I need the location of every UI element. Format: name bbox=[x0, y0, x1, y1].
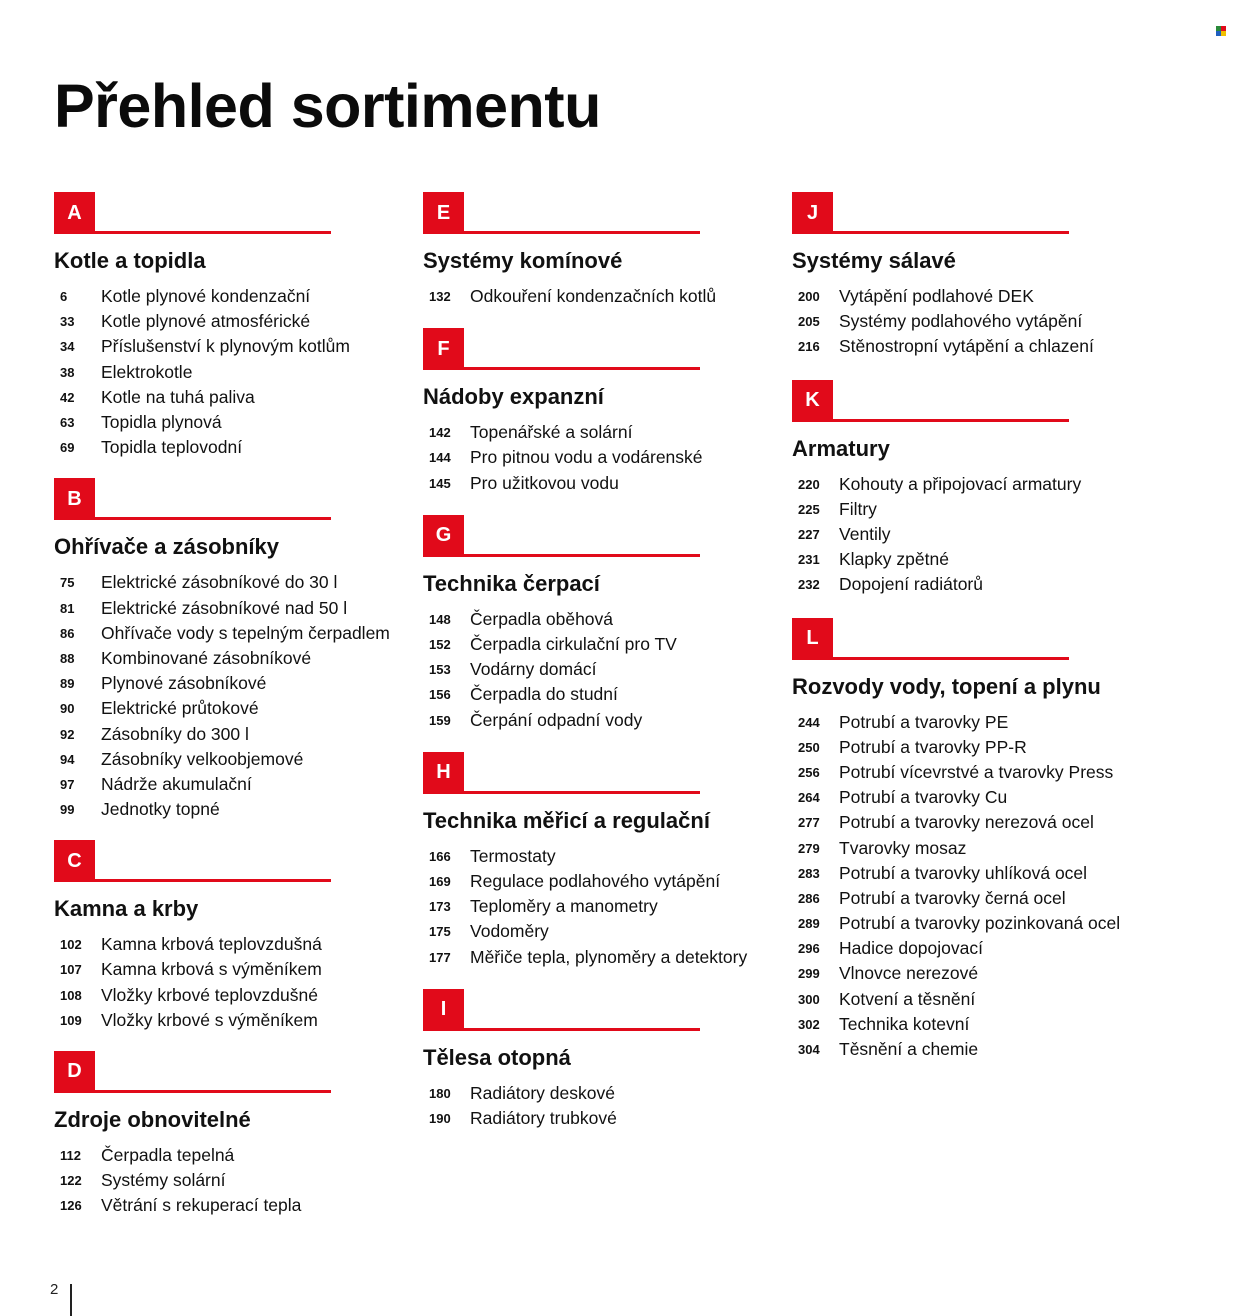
item-page-number: 144 bbox=[429, 450, 451, 466]
section-l bbox=[792, 618, 1157, 1063]
section-header bbox=[423, 752, 700, 794]
page-title: Přehled sortimentu bbox=[54, 72, 601, 140]
section-c bbox=[54, 840, 419, 1033]
list-item bbox=[792, 710, 1157, 735]
section-item-list bbox=[423, 284, 788, 309]
item-label: Pro pitnou vodu a vodárenské bbox=[470, 447, 703, 468]
section-title: Zdroje obnovitelné bbox=[54, 1106, 251, 1132]
list-item bbox=[423, 471, 788, 496]
section-title: Kamna a krby bbox=[54, 896, 199, 922]
item-label: Odkouření kondenzačních kotlů bbox=[470, 286, 717, 307]
item-label: Regulace podlahového vytápění bbox=[470, 870, 721, 891]
item-page-number: 279 bbox=[798, 840, 820, 856]
item-page-number: 109 bbox=[60, 1012, 82, 1028]
item-page-number: 169 bbox=[429, 873, 451, 889]
item-label: Kamna krbová teplovzdušná bbox=[101, 934, 322, 955]
item-label: Kotle plynové atmosférické bbox=[101, 311, 311, 332]
item-label: Vodárny domácí bbox=[470, 659, 597, 680]
list-item bbox=[792, 284, 1157, 309]
item-page-number: 286 bbox=[798, 890, 820, 906]
item-label: Teploměry a manometry bbox=[470, 896, 658, 917]
section-rule bbox=[464, 231, 700, 234]
item-page-number: 283 bbox=[798, 865, 820, 881]
item-page-number: 175 bbox=[429, 924, 451, 940]
list-item bbox=[54, 360, 419, 385]
item-page-number: 180 bbox=[429, 1085, 451, 1101]
item-label: Kombinované zásobníkové bbox=[101, 647, 312, 668]
item-label: Potrubí a tvarovky Cu bbox=[839, 787, 1008, 808]
item-page-number: 296 bbox=[798, 941, 820, 957]
item-label: Potrubí a tvarovky uhlíková ocel bbox=[839, 862, 1088, 883]
section-k bbox=[792, 380, 1157, 598]
section-letter-badge: K bbox=[792, 380, 833, 422]
item-label: Vložky krbové s výměníkem bbox=[101, 1009, 318, 1030]
item-page-number: 90 bbox=[60, 701, 75, 717]
section-rule bbox=[464, 367, 700, 370]
list-item bbox=[792, 1037, 1157, 1062]
item-page-number: 264 bbox=[798, 790, 820, 806]
list-item bbox=[423, 708, 788, 733]
item-label: Filtry bbox=[839, 498, 877, 519]
item-label: Potrubí a tvarovky černá ocel bbox=[839, 887, 1066, 908]
item-label: Ohřívače vody s tepelným čerpadlem bbox=[101, 622, 390, 643]
item-page-number: 97 bbox=[60, 776, 75, 792]
list-item bbox=[54, 1143, 419, 1168]
item-label: Zásobníky do 300 l bbox=[101, 723, 249, 744]
item-label: Kotle na tuhá paliva bbox=[101, 386, 255, 407]
section-title: Tělesa otopná bbox=[423, 1044, 571, 1070]
list-item bbox=[54, 797, 419, 822]
item-label: Čerpadla cirkulační pro TV bbox=[470, 634, 677, 655]
section-j bbox=[792, 192, 1157, 360]
item-page-number: 299 bbox=[798, 966, 820, 982]
item-page-number: 173 bbox=[429, 899, 451, 915]
list-item bbox=[423, 682, 788, 707]
section-rule bbox=[95, 879, 331, 882]
item-page-number: 153 bbox=[429, 662, 451, 678]
item-label: Vytápění podlahové DEK bbox=[839, 286, 1034, 307]
list-item bbox=[792, 861, 1157, 886]
section-header bbox=[792, 192, 1069, 234]
section-letter-badge: J bbox=[792, 192, 833, 234]
list-item bbox=[54, 1008, 419, 1033]
section-title: Technika čerpací bbox=[423, 570, 600, 596]
item-page-number: 166 bbox=[429, 848, 451, 864]
section-i bbox=[423, 989, 788, 1131]
item-page-number: 107 bbox=[60, 962, 82, 978]
item-page-number: 88 bbox=[60, 650, 75, 666]
item-page-number: 102 bbox=[60, 937, 82, 953]
item-label: Příslušenství k plynovým kotlům bbox=[101, 336, 350, 357]
list-item bbox=[423, 284, 788, 309]
list-item bbox=[792, 1012, 1157, 1037]
list-item bbox=[54, 721, 419, 746]
list-item bbox=[792, 911, 1157, 936]
list-item bbox=[423, 894, 788, 919]
item-page-number: 142 bbox=[429, 425, 451, 441]
list-item bbox=[54, 932, 419, 957]
list-item bbox=[423, 1081, 788, 1106]
item-page-number: 190 bbox=[429, 1110, 451, 1126]
item-page-number: 227 bbox=[798, 527, 820, 543]
list-item bbox=[54, 696, 419, 721]
item-page-number: 156 bbox=[429, 687, 451, 703]
section-rule bbox=[833, 657, 1069, 660]
section-rule bbox=[95, 1090, 331, 1093]
section-letter-badge: L bbox=[792, 618, 833, 660]
item-page-number: 244 bbox=[798, 714, 820, 730]
section-header bbox=[792, 380, 1069, 422]
list-item bbox=[792, 810, 1157, 835]
list-item bbox=[54, 385, 419, 410]
section-letter-badge: G bbox=[423, 515, 464, 557]
item-label: Systémy solární bbox=[101, 1170, 226, 1191]
list-item bbox=[54, 284, 419, 309]
section-title: Kotle a topidla bbox=[54, 248, 206, 273]
item-page-number: 225 bbox=[798, 501, 820, 517]
section-title: Systémy sálavé bbox=[792, 248, 956, 273]
section-letter-badge: E bbox=[423, 192, 464, 234]
item-label: Dopojení radiátorů bbox=[839, 574, 983, 595]
item-page-number: 99 bbox=[60, 802, 75, 818]
item-page-number: 145 bbox=[429, 475, 451, 491]
list-item bbox=[423, 844, 788, 869]
list-item bbox=[792, 785, 1157, 810]
section-rule bbox=[464, 554, 700, 557]
item-label: Kotvení a těsnění bbox=[839, 988, 976, 1009]
item-label: Hadice dopojovací bbox=[839, 938, 983, 959]
item-page-number: 81 bbox=[60, 600, 75, 616]
list-item bbox=[792, 309, 1157, 334]
item-page-number: 250 bbox=[798, 739, 820, 755]
item-page-number: 63 bbox=[60, 415, 75, 431]
section-header bbox=[423, 328, 700, 370]
item-label: Systémy podlahového vytápění bbox=[839, 311, 1083, 332]
item-label: Elektrické zásobníkové nad 50 l bbox=[101, 597, 348, 618]
item-page-number: 69 bbox=[60, 440, 75, 456]
item-label: Potrubí a tvarovky nerezová ocel bbox=[839, 812, 1094, 833]
section-rule bbox=[464, 1028, 700, 1031]
item-label: Elektrické průtokové bbox=[101, 698, 259, 719]
item-page-number: 200 bbox=[798, 289, 820, 305]
section-rule bbox=[833, 231, 1069, 234]
item-page-number: 177 bbox=[429, 949, 451, 965]
list-item bbox=[792, 760, 1157, 785]
list-item bbox=[54, 410, 419, 435]
item-label: Jednotky topné bbox=[101, 799, 220, 820]
section-header bbox=[54, 1051, 331, 1093]
item-label: Měřiče tepla, plynoměry a detektory bbox=[470, 946, 748, 967]
list-item bbox=[423, 657, 788, 682]
list-item bbox=[423, 919, 788, 944]
section-title: Systémy komínové bbox=[423, 248, 623, 273]
section-title: Nádoby expanzní bbox=[423, 384, 604, 410]
section-title: Armatury bbox=[792, 435, 890, 461]
section-letter-badge: D bbox=[54, 1051, 95, 1093]
section-item-list bbox=[423, 420, 788, 496]
item-page-number: 34 bbox=[60, 339, 75, 355]
item-page-number: 89 bbox=[60, 676, 75, 692]
list-item bbox=[792, 547, 1157, 572]
item-label: Potrubí a tvarovky pozinkovaná ocel bbox=[839, 913, 1121, 934]
section-letter-badge: I bbox=[423, 989, 464, 1031]
item-label: Pro užitkovou vodu bbox=[470, 472, 619, 493]
list-item bbox=[54, 334, 419, 359]
section-letter-badge: B bbox=[54, 478, 95, 520]
list-item bbox=[423, 1106, 788, 1131]
item-page-number: 231 bbox=[798, 552, 820, 568]
item-label: Topidla teplovodní bbox=[101, 437, 243, 458]
item-page-number: 148 bbox=[429, 611, 451, 627]
item-page-number: 75 bbox=[60, 575, 75, 591]
section-header bbox=[423, 192, 700, 234]
column-3 bbox=[792, 192, 1157, 1062]
item-page-number: 152 bbox=[429, 637, 451, 653]
section-item-list bbox=[792, 284, 1157, 360]
list-item bbox=[54, 309, 419, 334]
item-label: Čerpadla oběhová bbox=[470, 608, 614, 629]
item-label: Kotle plynové kondenzační bbox=[101, 286, 311, 307]
item-label: Těsnění a chemie bbox=[839, 1039, 979, 1060]
list-item bbox=[54, 1193, 419, 1218]
item-page-number: 289 bbox=[798, 916, 820, 932]
page-number: 2 bbox=[50, 1281, 59, 1298]
list-item bbox=[792, 987, 1157, 1012]
list-item bbox=[54, 747, 419, 772]
section-letter-badge: A bbox=[54, 192, 95, 234]
list-item bbox=[792, 886, 1157, 911]
item-page-number: 94 bbox=[60, 751, 75, 767]
item-label: Kohouty a připojovací armatury bbox=[839, 473, 1082, 494]
list-item bbox=[792, 961, 1157, 986]
item-label: Elektrické zásobníkové do 30 l bbox=[101, 572, 338, 593]
list-item bbox=[54, 646, 419, 671]
section-d bbox=[54, 1051, 419, 1219]
section-letter-badge: F bbox=[423, 328, 464, 370]
item-page-number: 132 bbox=[429, 289, 451, 305]
item-label: Potrubí vícevrstvé a tvarovky Press bbox=[839, 761, 1114, 782]
item-label: Radiátory trubkové bbox=[470, 1107, 617, 1128]
list-item bbox=[54, 621, 419, 646]
list-item bbox=[792, 522, 1157, 547]
section-h bbox=[423, 752, 788, 970]
list-item bbox=[54, 1168, 419, 1193]
section-title: Technika měřicí a regulační bbox=[423, 807, 710, 833]
list-item bbox=[792, 497, 1157, 522]
section-title: Ohřívače a zásobníky bbox=[54, 534, 279, 560]
column-1 bbox=[54, 192, 419, 1219]
list-item bbox=[423, 607, 788, 632]
item-label: Čerpadla do studní bbox=[470, 684, 618, 705]
list-item bbox=[423, 632, 788, 657]
list-item bbox=[423, 445, 788, 470]
section-rule bbox=[833, 419, 1069, 422]
section-g bbox=[423, 515, 788, 733]
logo-mark-icon bbox=[1216, 26, 1226, 36]
list-item bbox=[423, 944, 788, 969]
page-number-divider bbox=[70, 1284, 72, 1316]
item-label: Vlnovce nerezové bbox=[839, 963, 979, 984]
item-page-number: 300 bbox=[798, 991, 820, 1007]
item-label: Topenářské a solární bbox=[470, 422, 633, 443]
section-item-list bbox=[423, 1081, 788, 1131]
item-label: Vodoměry bbox=[470, 921, 549, 942]
item-page-number: 277 bbox=[798, 815, 820, 831]
section-rule bbox=[95, 231, 331, 234]
item-label: Radiátory deskové bbox=[470, 1082, 615, 1103]
list-item bbox=[54, 772, 419, 797]
item-label: Elektrokotle bbox=[101, 361, 193, 382]
list-item bbox=[54, 596, 419, 621]
item-page-number: 232 bbox=[798, 577, 820, 593]
section-letter-badge: C bbox=[54, 840, 95, 882]
item-label: Větrání s rekuperací tepla bbox=[101, 1195, 302, 1216]
section-item-list bbox=[54, 570, 419, 822]
list-item bbox=[423, 869, 788, 894]
list-item bbox=[423, 420, 788, 445]
item-page-number: 159 bbox=[429, 712, 451, 728]
item-page-number: 220 bbox=[798, 476, 820, 492]
section-e bbox=[423, 192, 788, 309]
item-page-number: 256 bbox=[798, 764, 820, 780]
item-page-number: 92 bbox=[60, 726, 75, 742]
section-a bbox=[54, 192, 419, 460]
item-label: Nádrže akumulační bbox=[101, 773, 252, 794]
item-page-number: 33 bbox=[60, 314, 75, 330]
section-item-list bbox=[54, 1143, 419, 1219]
item-label: Ventily bbox=[839, 524, 891, 545]
item-page-number: 122 bbox=[60, 1173, 82, 1189]
item-page-number: 205 bbox=[798, 314, 820, 330]
item-page-number: 86 bbox=[60, 625, 75, 641]
item-label: Kamna krbová s výměníkem bbox=[101, 959, 322, 980]
section-header bbox=[54, 478, 331, 520]
item-page-number: 42 bbox=[60, 389, 75, 405]
item-label: Technika kotevní bbox=[839, 1013, 970, 1034]
item-label: Tvarovky mosaz bbox=[839, 837, 967, 858]
list-item bbox=[54, 983, 419, 1008]
item-label: Potrubí a tvarovky PE bbox=[839, 711, 1009, 732]
item-page-number: 216 bbox=[798, 339, 820, 355]
section-item-list bbox=[54, 932, 419, 1033]
item-page-number: 302 bbox=[798, 1016, 820, 1032]
item-page-number: 112 bbox=[60, 1148, 81, 1164]
item-label: Potrubí a tvarovky PP-R bbox=[839, 736, 1027, 757]
list-item bbox=[792, 472, 1157, 497]
section-header bbox=[54, 840, 331, 882]
item-label: Čerpání odpadní vody bbox=[470, 709, 643, 730]
section-title: Rozvody vody, topení a plynu bbox=[792, 673, 1101, 699]
item-label: Zásobníky velkoobjemové bbox=[101, 748, 304, 769]
section-item-list bbox=[423, 607, 788, 733]
section-b bbox=[54, 478, 419, 822]
section-f bbox=[423, 328, 788, 496]
item-page-number: 108 bbox=[60, 987, 82, 1003]
item-page-number: 304 bbox=[798, 1042, 820, 1058]
list-item bbox=[792, 936, 1157, 961]
item-label: Vložky krbové teplovzdušné bbox=[101, 984, 318, 1005]
section-header bbox=[54, 192, 331, 234]
section-item-list bbox=[54, 284, 419, 460]
item-page-number: 6 bbox=[60, 289, 68, 305]
item-label: Plynové zásobníkové bbox=[101, 673, 267, 694]
section-header bbox=[792, 618, 1069, 660]
item-page-number: 126 bbox=[60, 1198, 82, 1214]
item-label: Topidla plynová bbox=[101, 412, 222, 433]
item-page-number: 38 bbox=[60, 364, 75, 380]
item-label: Termostaty bbox=[470, 845, 556, 866]
list-item bbox=[54, 671, 419, 696]
section-item-list bbox=[792, 472, 1157, 598]
section-rule bbox=[464, 791, 700, 794]
list-item bbox=[54, 570, 419, 595]
list-item bbox=[792, 572, 1157, 597]
section-header bbox=[423, 989, 700, 1031]
list-item bbox=[54, 957, 419, 982]
section-header bbox=[423, 515, 700, 557]
column-2 bbox=[423, 192, 788, 1131]
item-label: Klapky zpětné bbox=[839, 549, 949, 570]
list-item bbox=[792, 735, 1157, 760]
item-label: Stěnostropní vytápění a chlazení bbox=[839, 336, 1094, 357]
list-item bbox=[792, 334, 1157, 359]
section-letter-badge: H bbox=[423, 752, 464, 794]
list-item bbox=[792, 835, 1157, 860]
section-item-list bbox=[423, 844, 788, 970]
item-label: Čerpadla tepelná bbox=[101, 1145, 235, 1166]
section-rule bbox=[95, 517, 331, 520]
list-item bbox=[54, 435, 419, 460]
section-item-list bbox=[792, 710, 1157, 1063]
